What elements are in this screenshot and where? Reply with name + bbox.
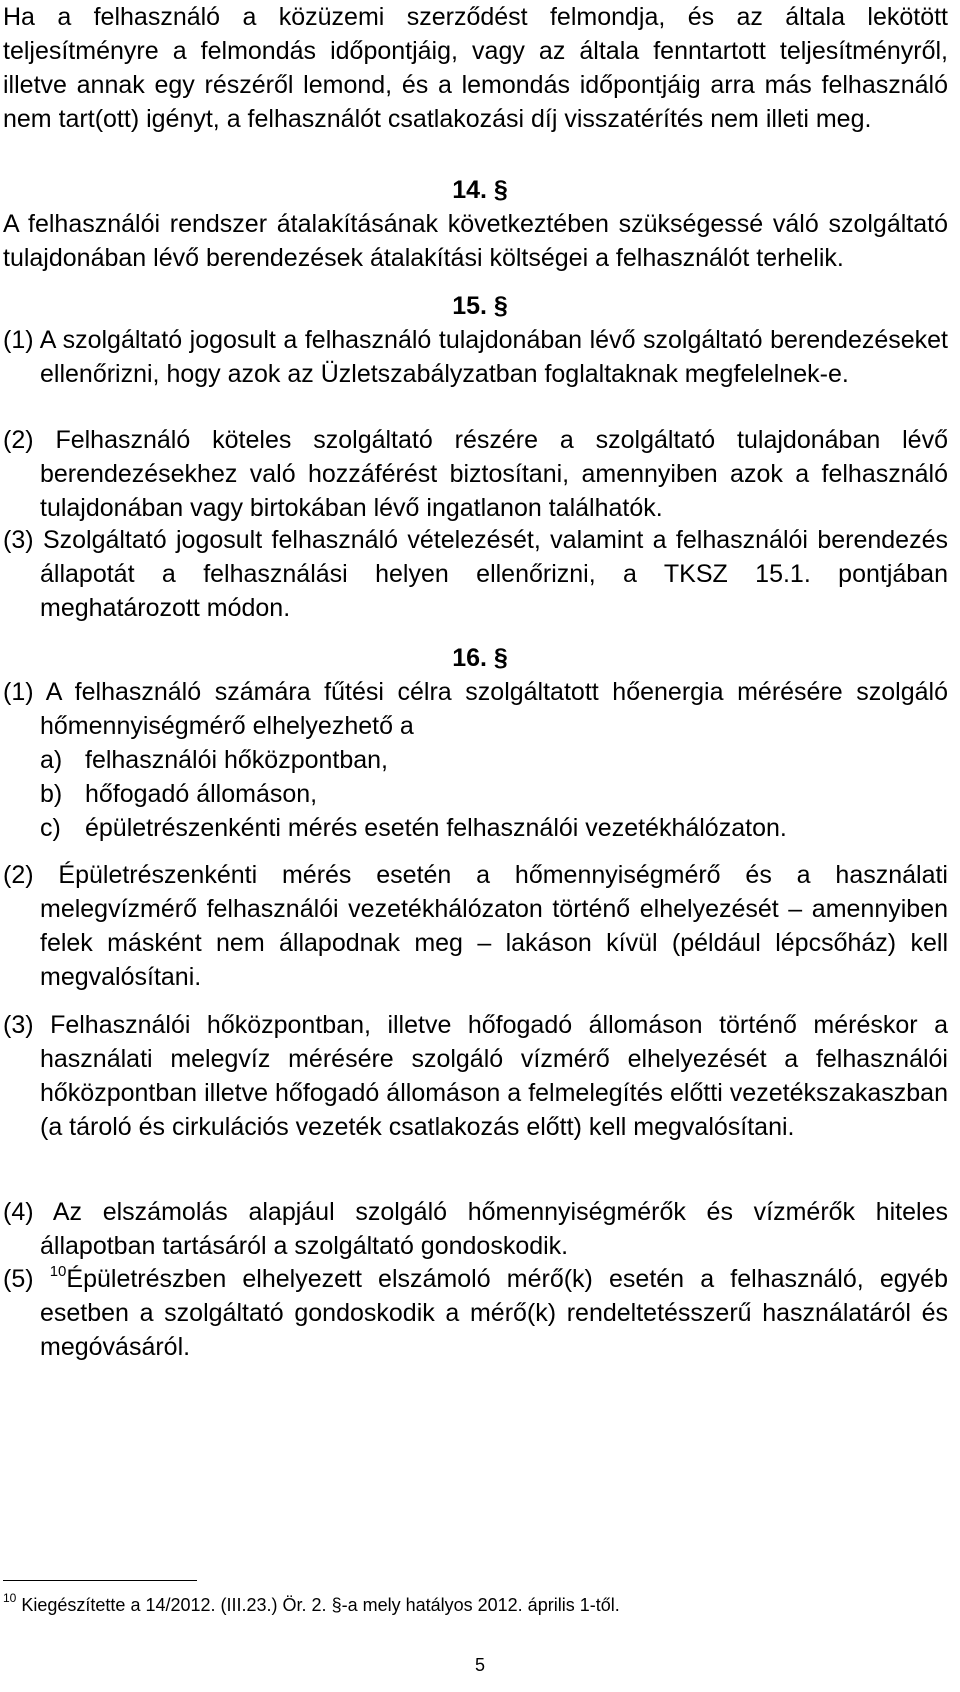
section-16-paragraph-1: (1) A felhasználó számára fűtési célra szolgáltatott hőenergia mérésére szolgáló hőmennyiségmérő elhelyezhető a (3, 678, 948, 740)
section-15-paragraph-2: (2) Felhasználó köteles szolgáltató részére a szolgáltató tulajdonában lévő berendezésekhez való hozzáférést biztosítani, amennyiben azok a felhasználó tulajdonában vagy birtokában lévő ingatlanon találhatók. (3, 426, 948, 522)
section-number: 16. (452, 644, 487, 672)
section-16-paragraph-2: (2) Épületrészenkénti mérés esetén a hőmennyiségmérő és a használati melegvízmérő felhasználói vezetékhálózaton történő elhelyezését – amennyiben felek másként nem állapodnak meg – lakáson kívül (például lépcsőház) kell megvalósítani. (3, 861, 948, 991)
list-item: c) épületrészenkénti mérés esetén felhasználói vezetékhálózaton. (40, 814, 787, 842)
section-15-heading (0, 289, 960, 323)
footnote-divider (3, 1580, 197, 1581)
section-16-paragraph-4: (4) Az elszámolás alapjául szolgáló hőmennyiségmérők és vízmérők hiteles állapotban tartásáról a szolgáltató gondoskodik. (3, 1198, 948, 1260)
section-15-paragraph-1: (1) A szolgáltató jogosult a felhasználó tulajdonában lévő szolgáltató berendezéseket ellenőrizni, hogy azok az Üzletszabályzatban foglaltaknak megfelelnek-e. (3, 326, 949, 388)
section-symbol: § (493, 176, 508, 204)
section-symbol: § (493, 292, 508, 320)
page-number: 5 (474, 1655, 485, 1675)
section-number: 14. (452, 176, 487, 204)
footnote-reference[interactable]: 10 (49, 1263, 67, 1280)
section-14-heading (0, 173, 960, 207)
footnote-number: 10 (3, 1591, 17, 1605)
section-16-paragraph-5: (5) $^{10}$Épületrészben elhelyezett elszámoló mérő(k) esetén a felhasználó, egyéb esetben a szolgáltató gondoskodik a mérő(k) rendeltetésszerű használatáról és megóvásáról. (3, 1263, 948, 1361)
section-16-paragraph-3: (3) Felhasználói hőközpontban, illetve hőfogadó állomáson történő méréskor a használati melegvíz mérésére szolgáló vízmérő elhelyezését a felhasználói hőközpontban illetve hőfogadó állomáson a felmelegítés előtti vezetékszakaszban (a tároló és cirkulációs vezeték csatlakozás előtt) kell megvalósítani. (3, 1011, 948, 1141)
footnote: $^{10}$ Kiegészítette a 14/2012. (III.23.) Ör. 2. §-a mely hatályos 2012. április 1-től. (3, 1591, 620, 1615)
list-item: a) felhasználói hőközpontban, (40, 746, 389, 774)
section-15-paragraph-3: (3) Szolgáltató jogosult felhasználó vételezését, valamint a felhasználói berendezés állapotát a felhasználási helyen ellenőrizni, a TKSZ 15.1. pontjában meghatározott módon. (3, 526, 948, 622)
section-number: 15. (452, 292, 487, 320)
section-16-heading (0, 641, 960, 675)
list-item: b) hőfogadó állomáson, (40, 780, 318, 808)
section-symbol: § (493, 644, 508, 672)
intro-paragraph: Ha a felhasználó a közüzemi szerződést felmondja, és az általa lekötött teljesítményre a felmondás időpontjáig, vagy az általa fenntartott teljesítményről, illetve annak egy részéről lemond, és a lemondás időpontjáig arra más felhasználó nem tart(ott) igényt, a felhasználót csatlakozási díj visszatérítés nem illeti meg. (3, 3, 948, 133)
section-symbol: § (331, 1595, 342, 1615)
section-14-text: A felhasználói rendszer átalakításának következtében szükségessé váló szolgáltató tulajdonában lévő berendezések átalakítási költségei a felhasználót terhelik. (3, 210, 948, 272)
